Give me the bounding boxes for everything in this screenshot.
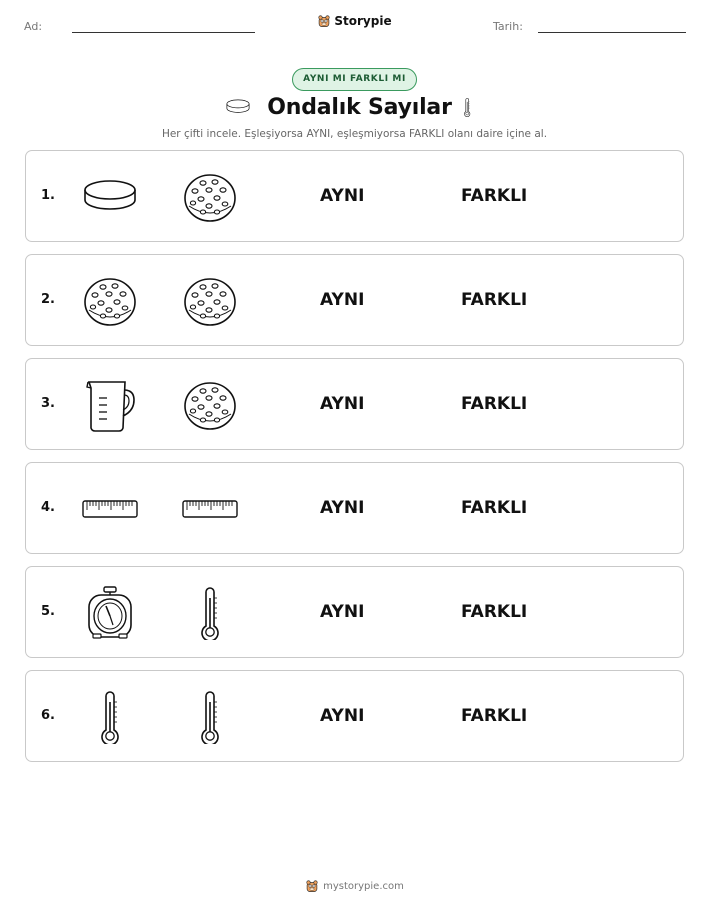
question-number: 5.: [41, 604, 55, 619]
coin-icon: [221, 95, 255, 119]
worksheet-type-badge: AYNI MI FARKLI MI: [292, 68, 417, 91]
different-option[interactable]: FARKLI: [461, 602, 528, 622]
question-row: [25, 358, 684, 450]
cookie-icon: [179, 378, 241, 432]
stopwatch-icon: [79, 586, 141, 640]
cookie-icon: [79, 274, 141, 328]
page-title: Ondalık Sayılar: [267, 94, 452, 120]
question-number: 2.: [41, 292, 55, 307]
date-label: Tarih:: [493, 20, 523, 33]
question-row: [25, 254, 684, 346]
question-row: [25, 670, 684, 762]
same-option[interactable]: AYNI: [320, 394, 365, 414]
cookie-icon: [179, 170, 241, 224]
ruler-icon: [79, 482, 141, 536]
brand-logo: [0, 13, 709, 32]
coin-icon: [79, 170, 141, 224]
mascot-icon: [317, 14, 331, 28]
different-option[interactable]: FARKLI: [461, 394, 528, 414]
name-label: Ad:: [24, 20, 43, 33]
question-row: [25, 462, 684, 554]
brand-name: Storypie: [334, 14, 392, 28]
thermometer-icon: [79, 690, 141, 744]
different-option[interactable]: FARKLI: [461, 706, 528, 726]
same-option[interactable]: AYNI: [320, 602, 365, 622]
instruction-text: Her çifti incele. Eşleşiyorsa AYNI, eşleşmiyorsa FARKLI olanı daire içine al.: [161, 128, 548, 140]
question-number: 4.: [41, 500, 55, 515]
same-option[interactable]: AYNI: [320, 706, 365, 726]
different-option[interactable]: FARKLI: [461, 186, 528, 206]
thermometer-icon: [179, 690, 241, 744]
different-option[interactable]: FARKLI: [461, 290, 528, 310]
question-row: [25, 566, 684, 658]
ruler-icon: [179, 482, 241, 536]
question-number: 6.: [41, 708, 55, 723]
different-option[interactable]: FARKLI: [461, 498, 528, 518]
question-number: 3.: [41, 396, 55, 411]
question-number: 1.: [41, 188, 55, 203]
date-line[interactable]: [538, 32, 686, 33]
mascot-icon: [305, 879, 319, 893]
same-option[interactable]: AYNI: [320, 186, 365, 206]
question-row: [25, 150, 684, 242]
thermometer-icon: [179, 586, 241, 640]
same-option[interactable]: AYNI: [320, 290, 365, 310]
thermometer-icon: [464, 90, 488, 124]
footer-url: mystorypie.com: [323, 880, 404, 892]
cookie-icon: [179, 274, 241, 328]
same-option[interactable]: AYNI: [320, 498, 365, 518]
name-line[interactable]: [72, 32, 255, 33]
footer: [0, 878, 709, 897]
measuring-cup-icon: [79, 378, 141, 432]
